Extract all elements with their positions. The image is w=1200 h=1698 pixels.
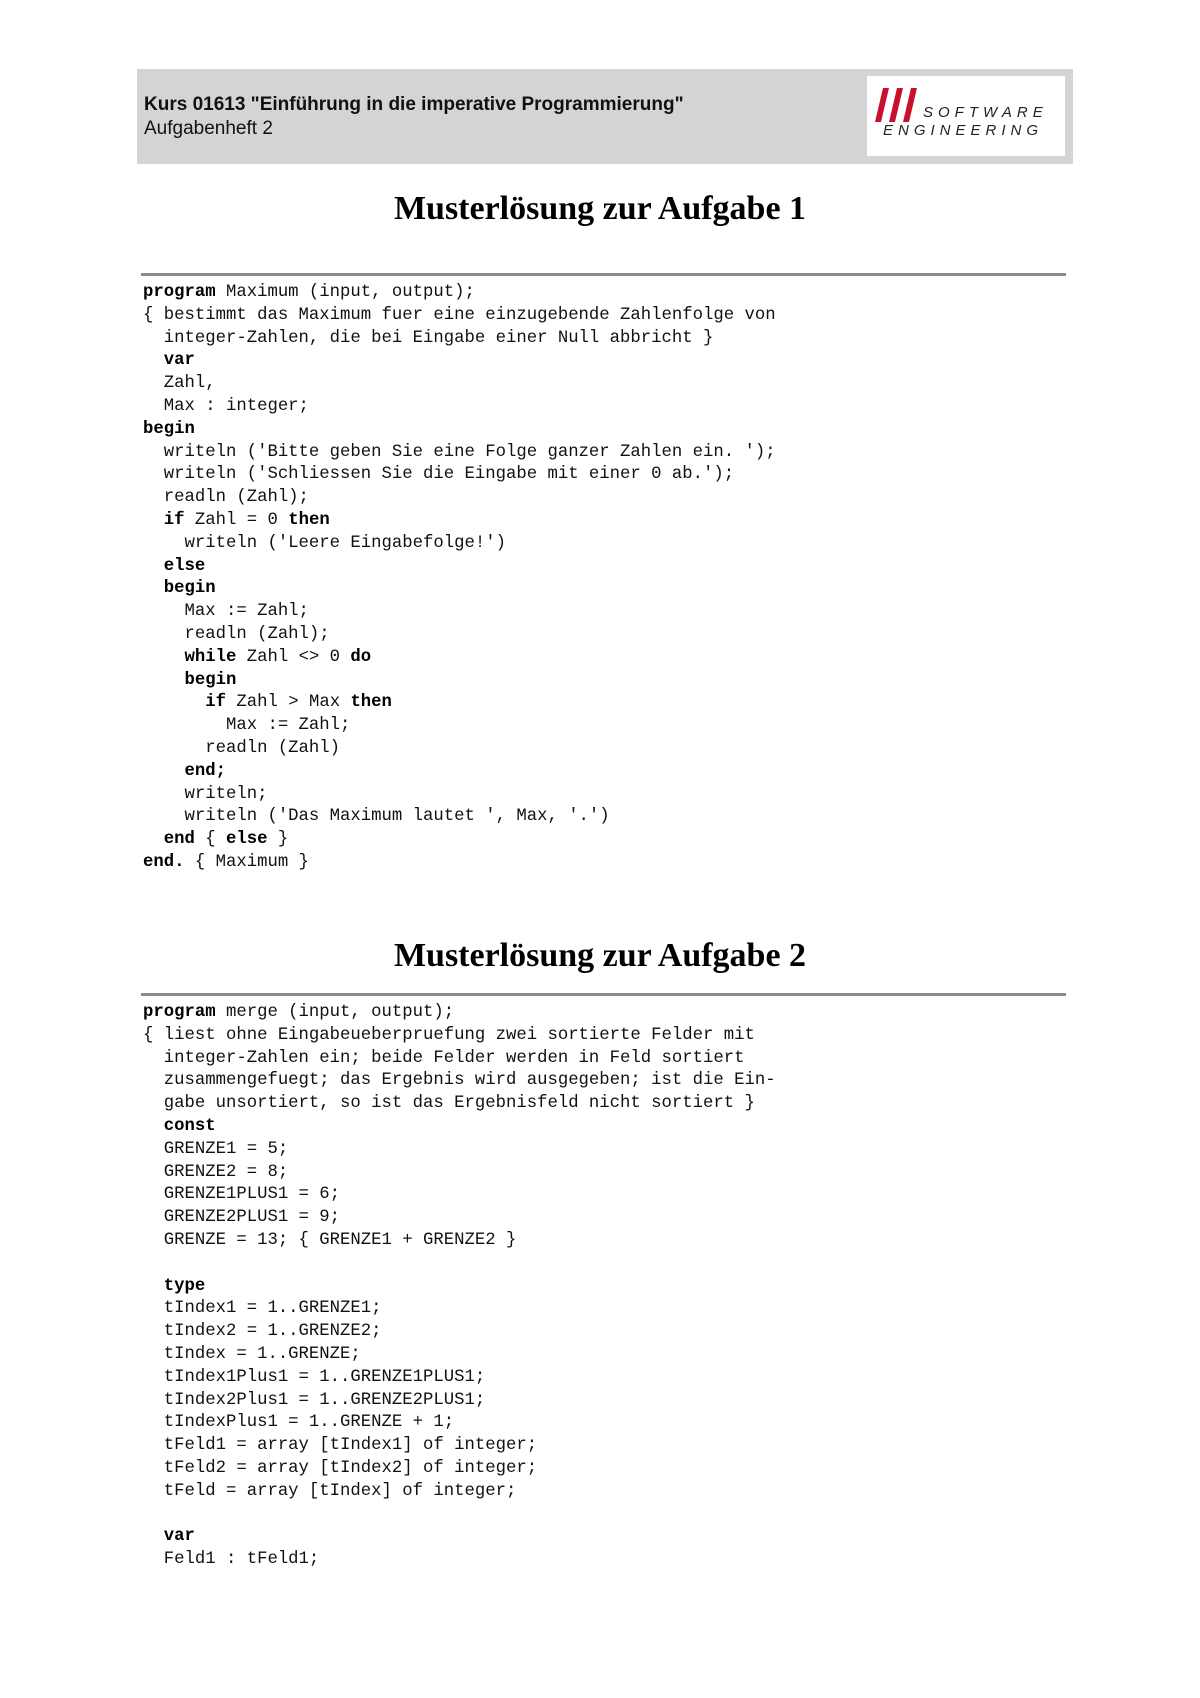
code-keyword: do <box>350 647 372 667</box>
code-keyword: type <box>163 1276 206 1296</box>
code-line <box>143 1276 776 1299</box>
booklet-subtitle: Aufgabenheft 2 <box>144 118 273 139</box>
code-line <box>143 829 776 852</box>
code-line <box>143 692 776 715</box>
code-line <box>143 305 776 328</box>
code-line <box>143 1321 776 1344</box>
code-keyword: end <box>163 830 195 850</box>
code-text: integer-Zahlen, die bei Eingabe einer Null abbricht } <box>143 328 714 348</box>
slashes-logo-icon <box>875 88 919 122</box>
code-text: Max : integer; <box>143 396 309 416</box>
code-text: Zahl, <box>143 374 216 394</box>
code-line <box>143 1367 776 1390</box>
code-line <box>143 1025 776 1048</box>
code-keyword: begin <box>163 579 216 599</box>
code-text: Max := Zahl; <box>143 716 351 736</box>
code-text: GRENZE2PLUS1 = 9; <box>143 1208 341 1228</box>
code-line <box>143 1070 776 1093</box>
code-text: Zahl <> 0 <box>236 647 351 667</box>
code-text: integer-Zahlen ein; beide Felder werden in Feld sortiert <box>143 1048 745 1068</box>
code-line <box>143 715 776 738</box>
code-line <box>143 1253 776 1276</box>
code-text: Zahl > Max <box>225 693 351 713</box>
code-line <box>143 1435 776 1458</box>
code-text: tIndex2Plus1 = 1..GRENZE2PLUS1; <box>143 1390 486 1410</box>
code-keyword: program <box>143 283 216 302</box>
code-text: } <box>267 830 289 850</box>
code-line <box>143 1481 776 1504</box>
code-text <box>143 648 184 667</box>
code-keyword: end; <box>184 761 226 781</box>
code-text <box>143 1277 164 1296</box>
code-keyword: if <box>163 510 185 530</box>
code-line <box>143 1139 776 1162</box>
code-keyword: const <box>163 1116 216 1136</box>
code-text: Feld1 : tFeld1; <box>143 1550 320 1570</box>
code-text <box>143 671 184 690</box>
code-text: { <box>194 830 226 850</box>
divider-rule <box>141 993 1066 996</box>
code-line <box>143 419 776 442</box>
code-text: writeln ('Schliessen Sie die Eingabe mit einer 0 ab.'); <box>143 465 735 485</box>
code-line <box>143 784 776 807</box>
code-line <box>143 1116 776 1139</box>
code-line <box>143 1002 776 1025</box>
code-text: tIndex2 = 1..GRENZE2; <box>143 1322 382 1342</box>
code-line <box>143 1048 776 1071</box>
code-line <box>143 373 776 396</box>
code-text: GRENZE2 = 8; <box>143 1162 289 1182</box>
code-text: zusammengefuegt; das Ergebnis wird ausgegeben; ist die Ein- <box>143 1071 776 1091</box>
code-line <box>143 624 776 647</box>
section-title-aufgabe-1: Musterlösung zur Aufgabe 1 <box>393 190 807 227</box>
code-text: GRENZE = 13; { GRENZE1 + GRENZE2 } <box>143 1230 517 1250</box>
code-line <box>143 852 776 875</box>
code-line <box>143 396 776 419</box>
code-line <box>143 1207 776 1230</box>
code-listing-aufgabe-2 <box>143 1002 776 1572</box>
code-line <box>143 442 776 465</box>
code-text: { bestimmt das Maximum fuer eine einzugebende Zahlenfolge von <box>143 305 776 325</box>
code-line <box>143 647 776 670</box>
code-text: tIndex = 1..GRENZE; <box>143 1344 361 1364</box>
code-text: tIndex1Plus1 = 1..GRENZE1PLUS1; <box>143 1367 486 1387</box>
code-text: readln (Zahl); <box>143 488 309 508</box>
code-line <box>143 464 776 487</box>
code-text: writeln ('Bitte geben Sie eine Folge ganzer Zahlen ein. '); <box>143 442 776 462</box>
code-text <box>143 762 184 781</box>
code-line <box>143 601 776 624</box>
code-text: gabe unsortiert, so ist das Ergebnisfeld nicht sortiert } <box>143 1094 755 1114</box>
code-keyword: begin <box>184 670 237 690</box>
code-keyword: then <box>350 693 392 713</box>
code-text: writeln ('Das Maximum lautet ', Max, '.') <box>143 807 610 827</box>
code-keyword: while <box>184 647 237 667</box>
code-keyword: var <box>163 1527 195 1547</box>
code-keyword: else <box>163 556 206 576</box>
code-text: writeln ('Leere Eingabefolge!') <box>143 533 506 553</box>
code-line <box>143 761 776 784</box>
code-text: GRENZE1 = 5; <box>143 1139 289 1159</box>
code-line <box>143 328 776 351</box>
code-line <box>143 350 776 373</box>
code-line <box>143 510 776 533</box>
code-text: Maximum (input, output); <box>215 283 475 302</box>
code-text: Zahl = 0 <box>184 510 289 530</box>
code-keyword: end. <box>143 852 185 872</box>
code-line <box>143 487 776 510</box>
code-line <box>143 578 776 601</box>
code-text: { liest ohne Eingabeueberpruefung zwei sortierte Felder mit <box>143 1025 755 1045</box>
course-title: Kurs 01613 "Einführung in die imperative Programmierung" <box>144 94 684 115</box>
code-line <box>143 738 776 761</box>
code-line <box>143 1526 776 1549</box>
code-text <box>143 693 205 712</box>
code-keyword: then <box>288 510 330 530</box>
code-text <box>143 557 164 576</box>
code-line <box>143 1504 776 1527</box>
code-line <box>143 282 776 305</box>
code-keyword: var <box>163 351 195 371</box>
code-text: tFeld = array [tIndex] of integer; <box>143 1481 517 1501</box>
code-line <box>143 1298 776 1321</box>
code-line <box>143 1230 776 1253</box>
code-text: tFeld1 = array [tIndex1] of integer; <box>143 1436 538 1456</box>
code-line <box>143 556 776 579</box>
code-text <box>143 351 164 370</box>
code-text <box>143 1117 164 1136</box>
code-text <box>143 511 164 530</box>
code-keyword: begin <box>143 419 195 439</box>
code-text <box>143 830 164 849</box>
code-listing-aufgabe-1 <box>143 282 776 875</box>
code-keyword: program <box>143 1003 216 1022</box>
code-text: writeln; <box>143 784 268 804</box>
code-keyword: else <box>226 830 268 850</box>
code-line <box>143 1390 776 1413</box>
code-line <box>143 533 776 556</box>
code-line <box>143 1093 776 1116</box>
code-keyword: if <box>205 693 226 713</box>
code-text: Max := Zahl; <box>143 602 309 622</box>
code-line <box>143 670 776 693</box>
code-line <box>143 1458 776 1481</box>
code-line <box>143 1549 776 1572</box>
section-title-aufgabe-2: Musterlösung zur Aufgabe 2 <box>393 937 807 974</box>
code-line <box>143 1162 776 1185</box>
code-text: GRENZE1PLUS1 = 6; <box>143 1185 341 1205</box>
code-line <box>143 1184 776 1207</box>
logo-text-software: SOFTWARE <box>923 104 1048 121</box>
code-text: tIndexPlus1 = 1..GRENZE + 1; <box>143 1413 455 1433</box>
code-text: tIndex1 = 1..GRENZE1; <box>143 1299 382 1319</box>
code-text: tFeld2 = array [tIndex2] of integer; <box>143 1458 538 1478</box>
code-text: merge (input, output); <box>215 1003 455 1022</box>
code-line <box>143 1412 776 1435</box>
code-text: readln (Zahl); <box>143 624 330 644</box>
logo-text-engineering: ENGINEERING <box>883 122 1044 139</box>
page-header <box>137 69 1073 164</box>
code-text: readln (Zahl) <box>143 738 341 758</box>
code-line <box>143 1344 776 1367</box>
code-text: { Maximum } <box>184 852 309 872</box>
code-text <box>143 1527 164 1546</box>
code-line <box>143 806 776 829</box>
divider-rule <box>141 273 1066 276</box>
software-engineering-logo <box>867 76 1065 156</box>
code-text <box>143 579 164 598</box>
